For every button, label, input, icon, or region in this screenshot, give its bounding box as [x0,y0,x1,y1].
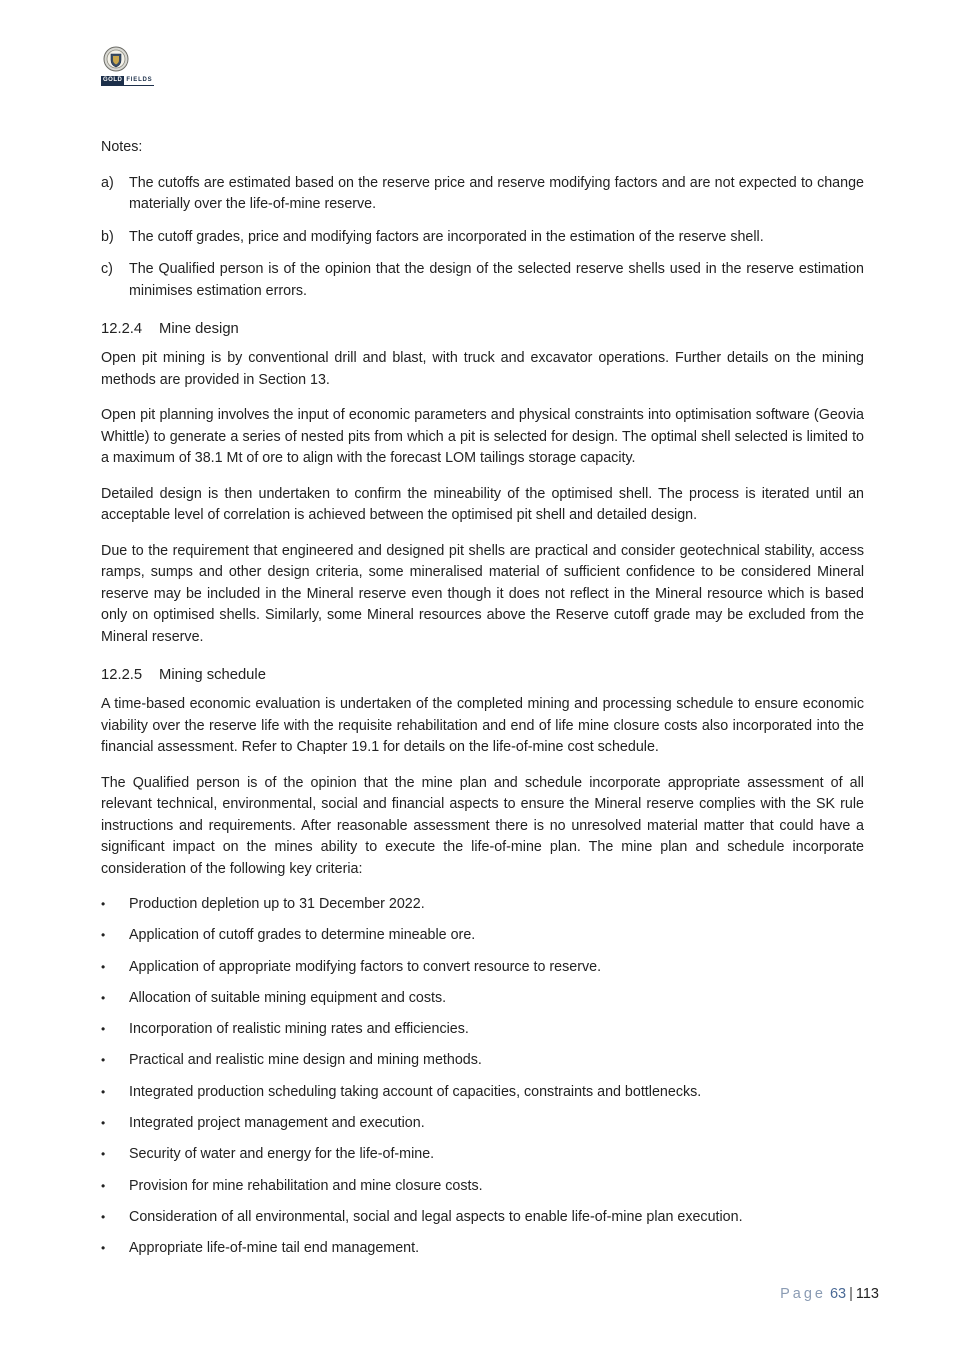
note-label: b) [101,228,114,245]
bullet-icon: • [101,897,106,911]
list-item [101,957,864,988]
list-item-text: Practical and realistic mine design and mining methods. [129,1052,482,1069]
list-item-text: Provision for mine rehabilitation and mine closure costs. [129,1177,483,1194]
paragraph: A time-based economic evaluation is undertaken of the completed mining and processing schedule to ensure economic viability over the reserve life with the requisite rehabilitation and end of life mine closure costs also incorporated into the financial assessment. Refer to Chapter 19.1 for details on the life-of-mine cost schedule. [101,696,864,755]
bullet-icon: • [101,1241,106,1256]
note-label: c) [101,261,113,277]
bullet-icon: • [101,1178,106,1193]
paragraph: Open pit planning involves the input of economic parameters and physical constraints into optimisation software (Geovia Whittle) to generate a series of nested pits from which a pit is selected for design. The optimal shell selected is limited to a maximum of 38.1 Mt of ore to align with the forecast LOM tailings storage capacity. [101,407,864,466]
section-title: Mine design [159,321,239,337]
page-body [101,137,864,1270]
list-item [101,988,864,1019]
bullet-icon: • [101,959,106,974]
bullet-icon: • [101,1209,106,1224]
list-item [101,1176,864,1207]
shield-emblem-icon [103,46,129,72]
bullet-icon: • [101,1116,106,1131]
note-text: The Qualified person is of the opinion that the design of the selected reserve shells used in the reserve estimation minimises estimation errors. [129,261,864,299]
notes-title: Notes: [101,139,143,155]
list-item [101,1207,864,1238]
criteria-list [101,894,864,1270]
note-text: The cutoffs are estimated based on the reserve price and reserve modifying factors and are not expected to change materially over the life-of-mine reserve. [129,174,864,212]
list-item-text: Consideration of all environmental, social and legal aspects to enable life-of-mine plan execution. [129,1208,743,1225]
company-logo [101,46,167,88]
paragraph: Detailed design is then undertaken to confirm the mineability of the optimised shell. The process is iterated until an acceptable level of correlation is achieved between the optimised pit shell and detailed design. [101,485,864,523]
section-number: 12.2.5 [101,667,143,683]
list-item-text: Production depletion up to 31 December 2022. [129,896,425,912]
section-heading-mining-schedule [101,664,864,686]
page-word: Page [780,1286,826,1302]
list-item-text: Application of cutoff grades to determine mineable ore. [129,927,476,944]
list-item-text: Integrated project management and execution. [129,1115,425,1132]
bullet-icon: • [101,1147,106,1162]
list-item-text: Allocation of suitable mining equipment and costs. [129,989,447,1006]
list-item [101,1144,864,1175]
list-item-text: Integrated production scheduling taking account of capacities, constraints and bottlenecks. [129,1083,702,1100]
list-item [101,1050,864,1081]
section-title: Mining schedule [159,667,266,683]
bullet-icon: • [101,990,106,1005]
paragraph: Due to the requirement that engineered and designed pit shells are practical and consider geotechnical stability, access ramps, sumps and other design criteria, some mineralised material of sufficient confidence to be considered Mineral reserve may be included in the Mineral reserve even though it does not reflect in the Mineral resource which is based only on optimised shells. Similarly, some Mineral resources above the Reserve cutoff grade may be excluded from the Mineral reserve. [101,542,864,645]
note-item [101,259,864,302]
logo-text-light: FIELDS [124,76,154,86]
list-item [101,1082,864,1113]
section-heading-mine-design [101,318,864,340]
logo-text-dark: GOLD [101,76,124,86]
bullet-icon: • [101,1084,106,1099]
list-item [101,925,864,956]
list-item [101,1238,864,1269]
list-item [101,894,864,925]
section-number: 12.2.4 [101,321,143,337]
paragraph: Open pit mining is by conventional drill and blast, with truck and excavator operations. Further details on the mining methods are provided in Section 13. [101,350,864,388]
list-item [101,1113,864,1144]
note-item [101,227,864,249]
note-text: The cutoff grades, price and modifying factors are incorporated in the estimation of the reserve shell. [129,228,764,245]
bullet-icon: • [101,1022,106,1037]
paragraph: The Qualified person is of the opinion that the mine plan and schedule incorporate appropriate assessment of all relevant technical, environmental, social and financial aspects to ensure the Mineral reserve complies with the SK rule instructions and requirements. After reasonable assessment there is no unresolved material matter that could have a significant impact on the mines ability to execute the life-of-mine plan. The mine plan and schedule incorporate consideration of the following key criteria: [101,774,864,877]
bullet-icon: • [101,1053,106,1068]
list-item-text: Security of water and energy for the life-of-mine. [129,1146,435,1163]
bullet-icon: • [101,928,106,943]
page-separator: | [849,1286,853,1302]
total-pages: 113 [855,1286,879,1302]
list-item-text: Incorporation of realistic mining rates and efficiencies. [129,1021,469,1038]
list-item [101,1019,864,1050]
page-footer [780,1286,879,1302]
note-item [101,173,864,216]
current-page-number: 63 [829,1286,847,1302]
note-label: a) [101,174,114,191]
list-item-text: Application of appropriate modifying factors to convert resource to reserve. [129,958,602,975]
list-item-text: Appropriate life-of-mine tail end management. [129,1240,420,1257]
